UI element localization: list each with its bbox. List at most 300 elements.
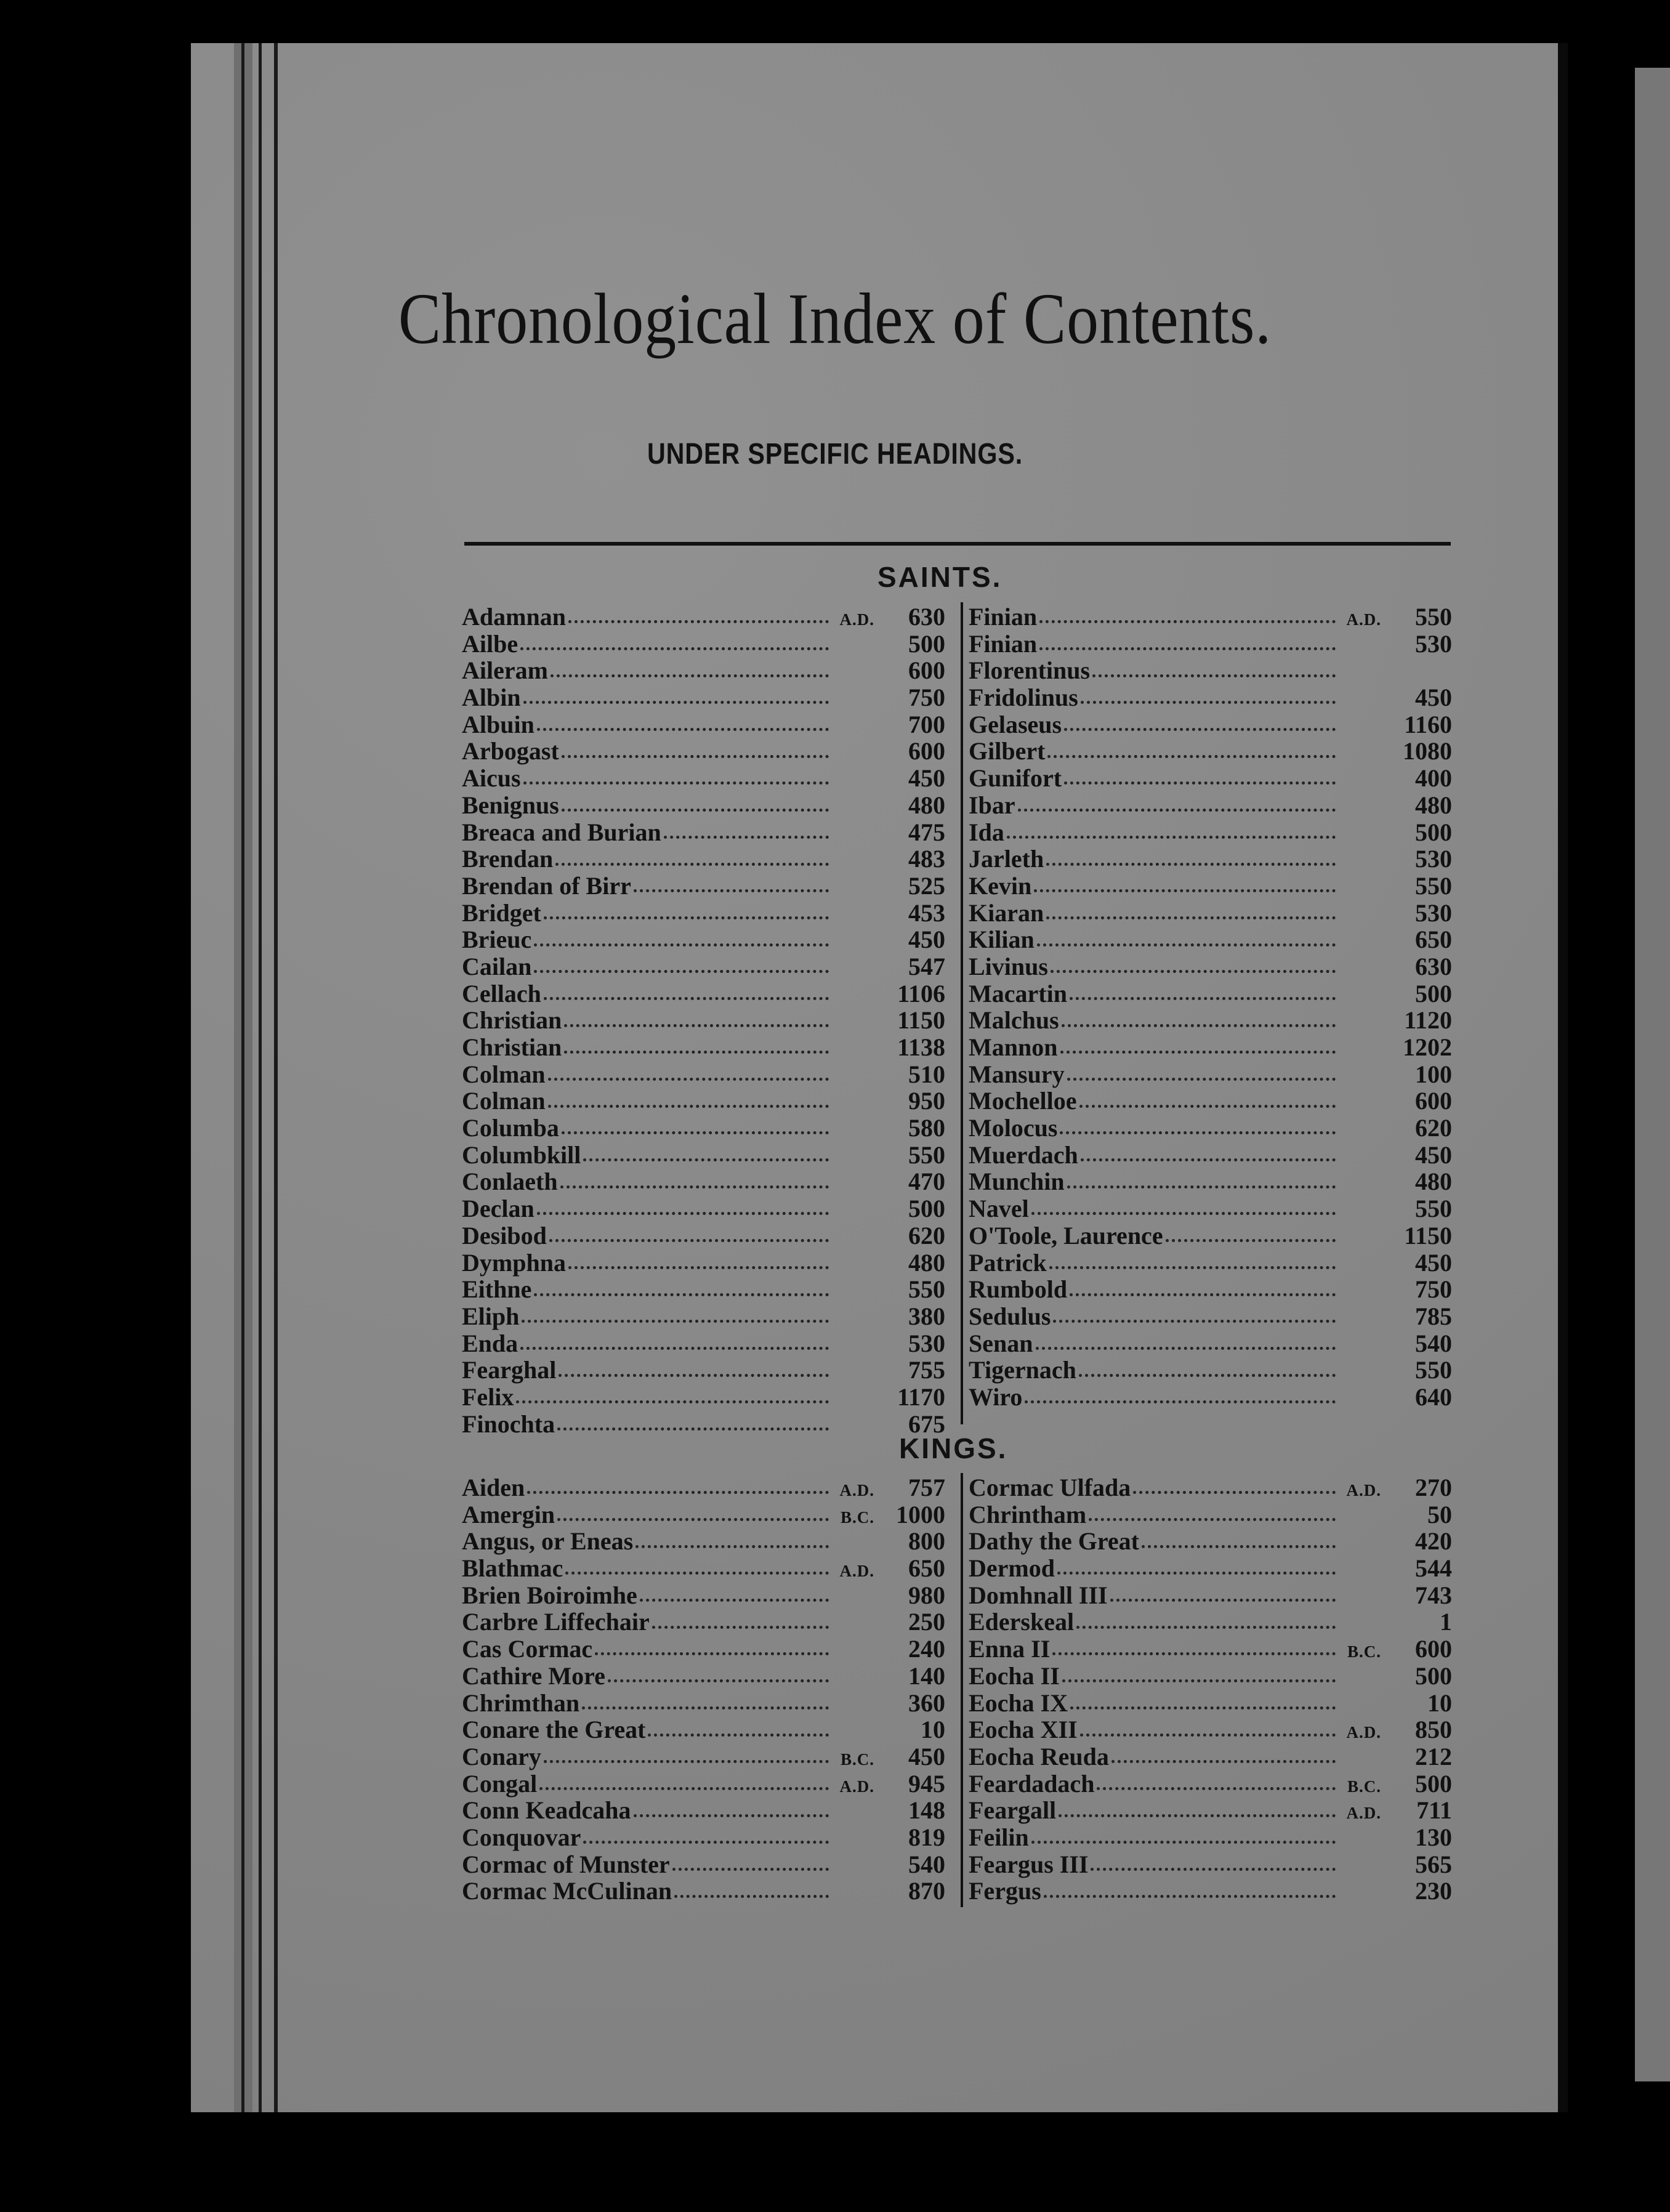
entry-name: Mansury: [969, 1060, 1065, 1088]
index-entry: [462, 844, 945, 871]
leader-dots: [559, 1374, 829, 1377]
entry-era: B.C.: [840, 1508, 874, 1527]
entry-name: Brendan of Birr: [462, 871, 631, 900]
entry-year: 850: [1415, 1716, 1452, 1744]
index-entry: [462, 1796, 945, 1823]
entry-era: A.D.: [1346, 1723, 1381, 1742]
entry-name: Cormac of Munster: [462, 1850, 670, 1878]
entry-year: 630: [1415, 952, 1452, 980]
leader-dots: [1064, 781, 1336, 785]
entry-name: Brien Boiroimhe: [462, 1581, 637, 1609]
index-entry: [969, 871, 1452, 898]
leader-dots: [548, 1078, 829, 1081]
entry-year: 130: [1415, 1823, 1452, 1851]
leader-dots: [534, 970, 829, 973]
leader-dots: [1166, 1239, 1336, 1242]
leader-dots: [520, 1347, 829, 1350]
entry-name: Christian: [462, 1033, 562, 1061]
leader-dots: [557, 1518, 829, 1521]
index-entry: [969, 952, 1452, 979]
entry-year: 600: [908, 737, 945, 765]
entry-year: 544: [1415, 1554, 1452, 1583]
entry-year: 565: [1415, 1850, 1452, 1878]
entry-year: 475: [908, 818, 945, 846]
index-entry: [462, 737, 945, 764]
leader-dots: [1076, 1626, 1336, 1629]
leader-dots: [648, 1734, 829, 1737]
leader-dots: [1064, 728, 1336, 731]
entry-name: Conlaeth: [462, 1168, 558, 1196]
entry-year: 10: [1427, 1689, 1452, 1717]
entry-year: 547: [908, 952, 945, 980]
index-entry: [462, 1410, 945, 1437]
entry-name: Kevin: [969, 871, 1032, 900]
index-entry: [462, 1006, 945, 1033]
entry-year: 10: [921, 1716, 945, 1744]
leader-dots: [1092, 674, 1336, 677]
entry-era: A.D.: [1346, 610, 1381, 629]
index-entry: [462, 952, 945, 979]
entry-year: 480: [908, 791, 945, 819]
entry-year: 510: [908, 1060, 945, 1088]
leader-dots: [523, 781, 829, 785]
entry-year: 950: [908, 1087, 945, 1115]
index-entry: [462, 1302, 945, 1329]
index-entry: [969, 1113, 1452, 1140]
index-entry: [969, 1383, 1452, 1410]
leader-dots: [595, 1652, 829, 1655]
leader-dots: [544, 1760, 829, 1763]
entry-year: 750: [908, 684, 945, 712]
entry-year: 540: [908, 1850, 945, 1878]
leader-dots: [634, 889, 829, 892]
leader-dots: [537, 1212, 829, 1215]
leader-dots: [1079, 1105, 1336, 1108]
entry-name: Feargus III: [969, 1850, 1089, 1878]
entry-name: Gilbert: [969, 737, 1046, 765]
entry-year: 650: [908, 1554, 945, 1583]
index-entry: [462, 818, 945, 845]
entry-name: Malchus: [969, 1006, 1059, 1035]
entry-name: Dermod: [969, 1554, 1055, 1583]
index-entry: [969, 1823, 1452, 1850]
entry-year: 450: [908, 1742, 945, 1770]
index-entry: [462, 1086, 945, 1113]
entry-era: A.D.: [839, 1481, 874, 1500]
entry-year: 1138: [897, 1033, 945, 1061]
entry-year: 945: [908, 1769, 945, 1798]
leader-dots: [672, 1868, 829, 1871]
page-subtitle: UNDER SPECIFIC HEADINGS.: [647, 438, 1023, 470]
entry-year: 500: [908, 629, 945, 658]
index-entry: [462, 1554, 945, 1581]
entry-year: 550: [1415, 871, 1452, 900]
index-entry: [462, 1661, 945, 1689]
leader-dots: [557, 1427, 829, 1431]
entry-year: 530: [1415, 845, 1452, 873]
entry-name: Feargall: [969, 1796, 1057, 1825]
index-entry: [462, 1500, 945, 1527]
leader-dots: [1046, 916, 1336, 919]
entry-name: Tigernach: [969, 1356, 1076, 1384]
leader-dots: [1049, 1266, 1336, 1269]
column-divider: [961, 1473, 963, 1907]
leader-dots: [1142, 1545, 1336, 1548]
entry-year: 100: [1415, 1060, 1452, 1088]
index-entry: [969, 1607, 1452, 1634]
entry-year: 450: [1415, 1248, 1452, 1277]
entry-year: 650: [1415, 926, 1452, 954]
index-entry: [969, 1500, 1452, 1527]
entry-name: Cormac McCulinan: [462, 1877, 672, 1905]
entry-name: Brieuc: [462, 926, 532, 954]
leader-dots: [1047, 755, 1336, 758]
entry-name: Eliph: [462, 1302, 520, 1330]
entry-year: 550: [1415, 1356, 1452, 1384]
entry-year: 230: [1415, 1877, 1452, 1905]
leader-dots: [1037, 943, 1336, 947]
entry-name: Conary: [462, 1742, 541, 1770]
entry-name: Columbkill: [462, 1140, 581, 1169]
leader-dots: [523, 701, 829, 704]
leader-dots: [1025, 1400, 1336, 1403]
leader-dots: [1133, 1491, 1336, 1494]
index-entry: [969, 602, 1452, 629]
index-entry: [462, 925, 945, 952]
entry-year: 480: [908, 1248, 945, 1277]
leader-dots: [564, 1024, 829, 1027]
saints-right-column: [969, 602, 1452, 1410]
index-entry: [462, 1715, 945, 1742]
leader-dots: [555, 863, 829, 866]
entry-name: Conquovar: [462, 1823, 581, 1851]
leader-dots: [1070, 997, 1336, 1000]
leader-dots: [1044, 1895, 1336, 1898]
leader-dots: [1062, 1024, 1336, 1027]
index-entry: [969, 1275, 1452, 1302]
entry-era: B.C.: [1347, 1777, 1381, 1796]
index-entry: [969, 1554, 1452, 1581]
leader-dots: [1067, 1185, 1336, 1189]
entry-year: 500: [1415, 979, 1452, 1007]
entry-year: 1000: [896, 1500, 945, 1528]
index-entry: [969, 791, 1452, 818]
leader-dots: [674, 1895, 829, 1898]
entry-name: Eocha II: [969, 1661, 1060, 1690]
index-entry: [462, 1850, 945, 1877]
index-entry: [462, 871, 945, 898]
leader-dots: [562, 755, 829, 758]
leader-dots: [527, 1491, 829, 1494]
index-entry: [969, 1715, 1452, 1742]
index-entry: [969, 737, 1452, 764]
entry-name: Feardadach: [969, 1769, 1095, 1798]
leader-dots: [534, 943, 829, 947]
entry-name: Chrintham: [969, 1500, 1087, 1528]
entry-year: 470: [908, 1168, 945, 1196]
index-entry: [462, 764, 945, 791]
index-entry: [969, 1796, 1452, 1823]
entry-year: 550: [908, 1275, 945, 1304]
entry-year: 212: [1415, 1742, 1452, 1770]
leader-dots: [562, 1131, 829, 1134]
leader-dots: [1110, 1599, 1336, 1602]
entry-era: A.D.: [839, 610, 874, 629]
entry-year: 1: [1440, 1608, 1452, 1636]
entry-name: Benignus: [462, 791, 559, 819]
index-entry: [462, 1113, 945, 1140]
index-entry: [969, 1221, 1452, 1248]
entry-name: Carbre Liffechair: [462, 1608, 650, 1636]
leader-dots: [1060, 1051, 1336, 1054]
entry-name: Angus, or Eneas: [462, 1527, 634, 1556]
entry-name: Enda: [462, 1329, 518, 1357]
entry-name: Brendan: [462, 845, 554, 873]
index-entry: [969, 844, 1452, 871]
entry-name: Finochta: [462, 1410, 555, 1438]
leader-dots: [1060, 1131, 1336, 1134]
index-entry: [969, 1581, 1452, 1608]
leader-dots: [551, 674, 829, 677]
index-entry: [969, 925, 1452, 952]
entry-name: Mannon: [969, 1033, 1058, 1061]
entry-year: 785: [1415, 1302, 1452, 1330]
entry-year: 1106: [897, 979, 945, 1007]
leader-dots: [1080, 1734, 1336, 1737]
leader-dots: [1039, 620, 1336, 623]
entry-name: Ida: [969, 818, 1004, 846]
leader-dots: [562, 809, 829, 812]
entry-year: 240: [908, 1635, 945, 1663]
entry-year: 380: [908, 1302, 945, 1330]
entry-name: Kilian: [969, 926, 1035, 954]
leader-dots: [1059, 1814, 1336, 1817]
adjacent-page-strip: [1635, 68, 1670, 2081]
index-entry: [969, 1527, 1452, 1554]
entry-era: A.D.: [1346, 1804, 1381, 1823]
entry-name: Columba: [462, 1114, 559, 1142]
entry-name: Munchin: [969, 1168, 1065, 1196]
leader-dots: [1051, 970, 1336, 973]
leader-dots: [568, 1266, 829, 1269]
entry-name: Molocus: [969, 1114, 1058, 1142]
entry-year: 1202: [1403, 1033, 1452, 1061]
leader-dots: [537, 728, 829, 731]
entry-name: Fearghal: [462, 1356, 557, 1384]
entry-name: Adamnan: [462, 603, 566, 631]
column-divider: [961, 602, 963, 1424]
entry-year: 743: [1415, 1581, 1452, 1609]
entry-name: Amergin: [462, 1500, 555, 1528]
leader-dots: [635, 1545, 829, 1548]
entry-year: 600: [908, 656, 945, 685]
entry-name: Navel: [969, 1195, 1029, 1223]
index-entry: [969, 629, 1452, 656]
index-entry: [969, 1248, 1452, 1275]
index-entry: [462, 1140, 945, 1168]
leader-dots: [516, 1400, 829, 1403]
entry-year: 819: [908, 1823, 945, 1851]
entry-name: Livinus: [969, 952, 1048, 980]
index-entry: [969, 1033, 1452, 1060]
entry-year: 675: [908, 1410, 945, 1438]
index-entry: [462, 1221, 945, 1248]
entry-name: Wiro: [969, 1383, 1023, 1411]
entry-year: 1080: [1403, 737, 1452, 765]
index-entry: [969, 1689, 1452, 1716]
leader-dots: [1007, 836, 1336, 839]
entry-year: 530: [908, 1329, 945, 1357]
entry-year: 800: [908, 1527, 945, 1556]
leader-dots: [549, 1239, 829, 1242]
entry-year: 755: [908, 1356, 945, 1384]
index-entry: [969, 683, 1452, 710]
index-entry: [462, 710, 945, 737]
entry-name: Ederskeal: [969, 1608, 1075, 1636]
leader-dots: [1062, 1679, 1336, 1682]
leader-dots: [1081, 701, 1336, 704]
entry-name: Aileram: [462, 656, 548, 685]
index-entry: [462, 1527, 945, 1554]
entry-name: Bridget: [462, 898, 541, 927]
entry-year: 550: [1415, 1195, 1452, 1223]
entry-year: 550: [908, 1140, 945, 1169]
kings-left-column: [462, 1473, 945, 1903]
index-entry: [462, 898, 945, 926]
entry-year: 500: [1415, 1661, 1452, 1690]
leader-dots: [1057, 1572, 1336, 1575]
entry-year: 1170: [897, 1383, 945, 1411]
leader-dots: [640, 1599, 829, 1602]
entry-name: Desibod: [462, 1221, 547, 1249]
index-entry: [969, 1006, 1452, 1033]
leader-dots: [1089, 1518, 1336, 1521]
entry-year: 600: [1415, 1635, 1452, 1663]
index-entry: [969, 1060, 1452, 1087]
index-entry: [969, 1302, 1452, 1329]
leader-dots: [1034, 889, 1336, 892]
index-entry: [969, 1194, 1452, 1221]
entry-name: Congal: [462, 1769, 538, 1798]
leader-dots: [1018, 809, 1336, 812]
entry-year: 450: [908, 764, 945, 793]
index-entry: [969, 1140, 1452, 1168]
index-entry: [462, 602, 945, 629]
entry-name: Blathmac: [462, 1554, 563, 1583]
entry-year: 1160: [1404, 710, 1452, 738]
index-entry: [969, 1769, 1452, 1796]
leader-dots: [652, 1626, 829, 1629]
index-entry: [462, 1742, 945, 1769]
entry-year: 450: [1415, 684, 1452, 712]
entry-name: Senan: [969, 1329, 1033, 1357]
index-entry: [969, 1661, 1452, 1689]
leader-dots: [560, 1185, 829, 1189]
entry-name: Aiden: [462, 1474, 525, 1501]
index-entry: [462, 1329, 945, 1356]
leader-dots: [1039, 647, 1336, 650]
entry-year: 1150: [897, 1006, 945, 1035]
entry-year: 757: [908, 1474, 945, 1501]
index-entry: [462, 1194, 945, 1221]
entry-name: Finian: [969, 629, 1038, 658]
entry-name: Cellach: [462, 979, 541, 1007]
index-entry: [969, 1086, 1452, 1113]
index-entry: [462, 1383, 945, 1410]
entry-year: 525: [908, 871, 945, 900]
entry-name: Christian: [462, 1006, 562, 1035]
entry-year: 453: [908, 898, 945, 927]
index-entry: [969, 898, 1452, 926]
entry-year: 620: [908, 1221, 945, 1249]
entry-year: 630: [908, 603, 945, 631]
entry-year: 700: [908, 710, 945, 738]
index-entry: [462, 629, 945, 656]
index-entry: [969, 764, 1452, 791]
index-entry: [462, 979, 945, 1006]
leader-dots: [1091, 1868, 1336, 1871]
index-entry: [462, 1769, 945, 1796]
entry-year: 1150: [1404, 1221, 1452, 1249]
entry-name: Gunifort: [969, 764, 1062, 793]
entry-year: 140: [908, 1661, 945, 1690]
entry-year: 711: [1416, 1796, 1452, 1825]
leader-dots: [520, 647, 829, 650]
index-entry: [969, 710, 1452, 737]
index-entry: [462, 1634, 945, 1661]
leader-dots: [1052, 1652, 1336, 1655]
header-rule: [464, 542, 1451, 546]
leader-dots: [1111, 1760, 1336, 1763]
index-entry: [969, 818, 1452, 845]
index-entry: [462, 1607, 945, 1634]
leader-dots: [583, 1158, 829, 1161]
index-entry: [462, 656, 945, 683]
index-entry: [969, 1167, 1452, 1194]
entry-name: Colman: [462, 1060, 546, 1088]
entry-year: 148: [908, 1796, 945, 1825]
entry-year: 750: [1415, 1275, 1452, 1304]
leader-dots: [1031, 1212, 1336, 1215]
leader-dots: [564, 1051, 829, 1054]
entry-year: 640: [1415, 1383, 1452, 1411]
entry-year: 400: [1415, 764, 1452, 793]
entry-name: Ailbe: [462, 629, 518, 658]
leader-dots: [1081, 1158, 1336, 1161]
entry-name: O'Toole, Laurence: [969, 1221, 1163, 1249]
index-entry: [462, 1823, 945, 1850]
page-title: Chronological Index of Contents.: [398, 278, 1272, 359]
entry-name: Ibar: [969, 791, 1015, 819]
entry-year: 620: [1415, 1114, 1452, 1142]
entry-name: Cailan: [462, 952, 532, 980]
entry-name: Muerdach: [969, 1140, 1078, 1169]
leader-dots: [568, 620, 829, 623]
index-entry: [969, 1355, 1452, 1383]
entry-name: Dymphna: [462, 1248, 566, 1277]
index-entry: [462, 1473, 945, 1500]
entry-year: 50: [1427, 1500, 1452, 1528]
entry-name: Fergus: [969, 1877, 1041, 1905]
entry-year: 500: [1415, 1769, 1452, 1798]
entry-year: 483: [908, 845, 945, 873]
entry-year: 580: [908, 1114, 945, 1142]
entry-name: Sedulus: [969, 1302, 1051, 1330]
leader-dots: [522, 1320, 829, 1323]
index-entry: [462, 1689, 945, 1716]
entry-name: Colman: [462, 1087, 546, 1115]
entry-name: Kiaran: [969, 898, 1044, 927]
